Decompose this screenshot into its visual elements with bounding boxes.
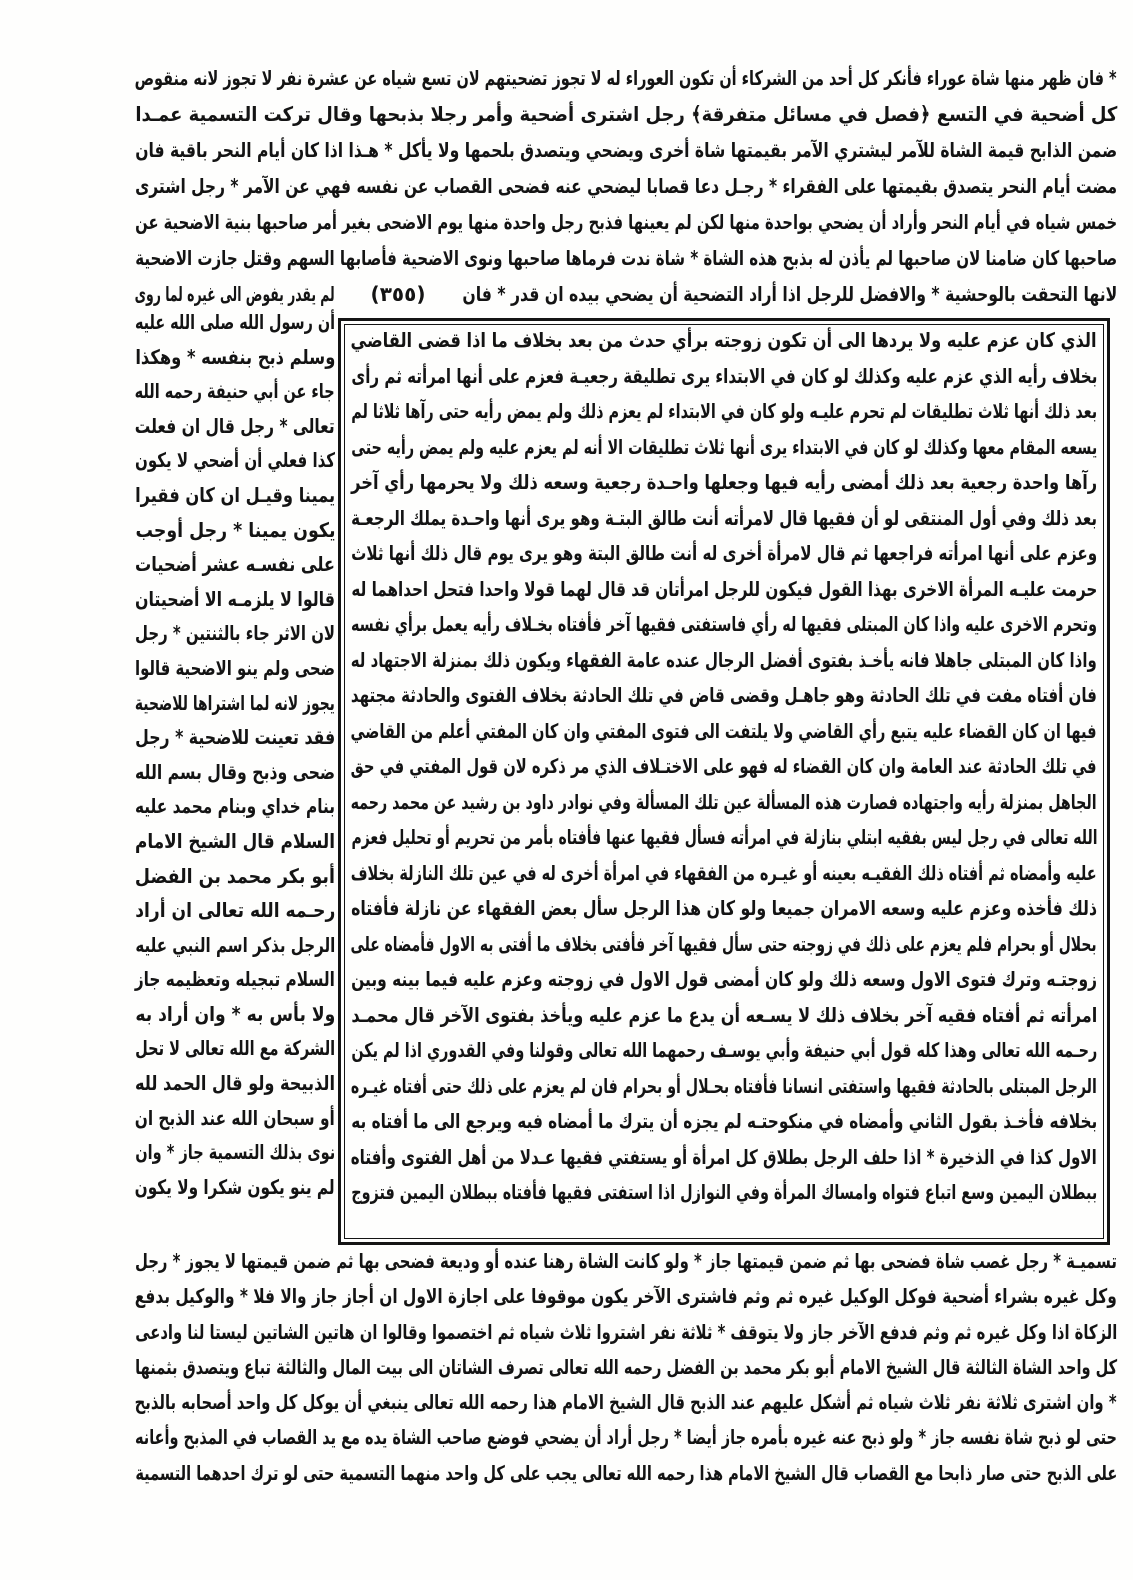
top-text-line-content: لانها التحقت بالوحشية * والافضل للرجل اذا أراد التضحية أن يضحي بيده ان قدر * فان	[462, 282, 1117, 306]
main-text-line-content: يسعه المقام معها وكذلك لو كان في الابتداء يرى أنها ثلاث تطليقات الا أنه لم يعزم عليه ولم يمض رأيه حتى	[351, 434, 1097, 459]
main-text-line-content: بخلافه فأخـذ بقول الثاني وأمضاه في منكوحتـه لم يجزه أن يترك ما أمضاه فيه ويرجع الى ما أفتاه به	[351, 1109, 1097, 1133]
main-text-line-content: زوجتـه وترك فتوى الاول وسعه ذلك ولو كان أمضى قول الاول في زوجته وعزم عليه فيما بينه وبين	[351, 967, 1097, 991]
page-number: (٣٥٥)	[370, 282, 426, 306]
main-text-line-content: واذا كان المبتلى جاهلا فانه يأخـذ بفتوى أفضل الرجال عنده عامة الفقهاء ويكون ذلك بمنزلة الاجتهاد له	[351, 647, 1097, 672]
margin-text-line-content: لم ينو يكون شكرا ولا يكون	[135, 1174, 335, 1199]
bottom-text-block	[135, 1244, 1117, 1491]
margin-text-line-content: يمينا وقيـل ان كان فقيرا	[135, 482, 335, 507]
main-text-line	[351, 1175, 1097, 1211]
main-text-line	[351, 820, 1097, 856]
main-text-line-content: بعد ذلك وفي أول المنتقى لو أن فقيها قال لامرأته أنت طالق البتـة وهو يرى أنها واحـدة يملك الرجعـة	[351, 505, 1097, 530]
top-text-last-line	[462, 276, 1117, 312]
main-text-line-content: فيها ان كان القضاء عليه يتبع رأي القاضي ولا يلتفت الى فتوى المفتي وان كان المفتي أعلم من القاضي	[351, 718, 1097, 743]
margin-text-line-content: لان الاثر جاء بالثنتين * رجل	[135, 621, 335, 646]
margin-text-line-content: لم يقدر يفوض الى غيره لما روى	[135, 282, 335, 306]
main-text-line	[351, 785, 1097, 821]
main-text-frame	[338, 318, 1110, 1245]
margin-text-line-content: أو سبحان الله عند الذبح ان	[135, 1105, 335, 1130]
top-text-line-content: * فان ظهر منها شاة عوراء فأنكر كل أحد من الشركاء أن تكون العوراء له لا تجوز تضحيتهم لان تسع شياه عن عشرة نفر لا تجوز لانه منقوص	[135, 66, 1117, 90]
top-text-line-content: خمس شياه في أيام النحر وأراد أن يضحي بواحدة منها لكن لم يعينها فذبح رجل واحدة منها يوم الاضحى بغير أمر صاحبها بنية الاضحية عن	[135, 210, 1117, 234]
bottom-text-line-content: كل واحد الشاة الثالثة قال الشيخ الامام أبو بكر محمد بن الفضل رحمه الله تعالى تصرف الشاتان الى بيت المال والثالثة تباع ويتصدق بثمنها	[135, 1354, 1117, 1379]
main-text-line-content: الذي كان عزم عليه ولا يردها الى أن تكون زوجته برأي حدث من بعد بخلاف ما اذا قضى القاضي	[351, 328, 1097, 352]
bottom-text-line-content: على الذبح حتى صار ذابحا مع القصاب قال الشيخ الامام هذا رحمه الله تعالى يجب على كل واحد منهما التسمية حتى لو ترك احدهما التسمية	[134, 1460, 1117, 1485]
main-text-line	[351, 465, 1097, 501]
main-text-line-content: رحـمه الله تعالى وهذا كله قول أبي حنيفة وأبي يوسـف رحمهما الله تعالى وقولنا وفي القدوري اذا لم يكن	[351, 1038, 1097, 1062]
main-text-body	[351, 323, 1097, 1211]
bottom-text-line-content: * وان اشترى ثلاثة نفر ثلاث شياه ثم أشكل عليهم عند الذبح قال الشيخ الامام هذا رحمه الله تعالى ينبغي أن يوكل كل واحد أصحابه بالذبح	[135, 1390, 1117, 1415]
margin-text-line-content: ضحى وذبح وقال بسم الله	[135, 759, 335, 784]
bottom-text-line-content: الزكاة اذا وكل غيره ثم وثم فدفع الآخر جاز ولا يتوقف * ثلاثة نفر اشتروا ثلاث شياه ثم اختصموا وقالوا ان هاتين الشاتين ليستا لنا وادعى	[135, 1319, 1117, 1344]
main-text-line-content: وتحرم الاخرى عليه واذا كان المبتلى فقيها له رأي فاستفتى فقيها آخر فأفتاه بخـلاف رأيه يعمل برأي نفسه	[351, 612, 1097, 636]
main-text-line	[351, 678, 1097, 714]
main-text-line-content: عليه وأمضاه ثم أفتاه ذلك الفقيـه بعينه أو غيـره من الفقهاء في امرأة أخرى له في عين تلك النازلة بخلاف	[351, 860, 1097, 885]
margin-text-line-content: رحـمه الله تعالى ان أراد	[135, 898, 335, 923]
main-text-line-content: ذلك فأخذه وعزم عليه وسعه الامران جميعا ولو كان هذا الرجل سأل بعض الفقهاء عن نازلة فأفتاه	[351, 896, 1097, 920]
top-text-line-content: مضت أيام النحر يتصدق بقيمتها على الفقراء * رجـل دعا قصابا ليضحي عنه فضحى القصاب عن نفسه فهي عن الآمر * رجل اشترى	[135, 174, 1117, 198]
top-text-line	[135, 96, 1117, 132]
bottom-text-line-content: وكل غيره بشراء أضحية فوكل الوكيل غيره ثم وثم فاشترى الآخر يكون موقوفا على اجازة الاول ان أجاز جاز والا فلا * والوكيل بدفع	[135, 1284, 1117, 1309]
main-text-line-content: ببطلان اليمين وسع اتباع فتواه وامساك المرأة وفي النوازل اذا استفتى فقيها فأفتاه ببطلان اليمين فتزوج	[351, 1180, 1097, 1204]
main-text-line-content: رآها واحدة رجعية بعد ذلك أمضى رأيه فيها وجعلها واحـدة رجعية وسعه ذلك ولا يحرمها رأي آخر	[351, 470, 1097, 494]
top-text-block	[135, 60, 1117, 276]
margin-text-line-content: ضحى ولم ينو الاضحية قالوا	[135, 655, 335, 680]
margin-text-line-content: أبو بكر محمد بن الفضل	[135, 863, 335, 888]
main-text-line	[351, 856, 1097, 892]
main-text-line	[351, 394, 1097, 430]
margin-text-line-content: جاء عن أبي حنيفة رحمه الله	[135, 379, 335, 404]
margin-text-line-content: ولا بأس به * وان أراد به	[135, 1001, 335, 1026]
top-text-line	[135, 168, 1117, 204]
top-text-line-start: كل أضحية في التسع	[936, 102, 1117, 126]
top-text-line-content	[135, 96, 1117, 132]
main-text-line	[351, 891, 1097, 927]
main-text-line	[351, 1140, 1097, 1176]
margin-text-line-content: بنام خداي وبنام محمد عليه	[135, 794, 335, 819]
main-text-line	[351, 323, 1097, 359]
main-text-line-content: امرأته ثم أفتاه فقيه آخر بخلاف ذلك لا يسـعه أن يدع ما عزم عليه ويأخذ بفتوى الآخر قال محمـد	[351, 1002, 1097, 1027]
bottom-text-line	[135, 1279, 1117, 1314]
margin-text-line-content: يجوز لانه لما اشتراها للاضحية	[135, 690, 335, 715]
main-text-line	[351, 359, 1097, 395]
margin-text-line-content: يكون يمينا * رجل أوجب	[135, 517, 335, 542]
margin-text-line-content: تعالى * رجل قال ان فعلت	[135, 413, 335, 438]
top-text-line	[135, 240, 1117, 276]
main-text-line	[351, 572, 1097, 608]
main-text-line	[351, 430, 1097, 466]
section-heading: ﴿فصل في مسائل متفرقة﴾	[690, 102, 931, 126]
bottom-text-line	[135, 1244, 1117, 1279]
main-text-line	[351, 714, 1097, 750]
top-text-line-end: رجل اشترى أضحية وأمر رجلا بذبحها وقال تركت التسمية عمـدا	[135, 102, 685, 126]
main-text-line	[351, 501, 1097, 537]
bottom-text-line	[135, 1456, 1117, 1491]
top-text-line	[135, 60, 1117, 96]
main-text-line-content: بخلاف رأيه الذي عزم عليه وكذلك لو كان في الابتداء يرى تطليقة رجعيـة فعزم على أنها امرأته ثم رأى	[351, 363, 1097, 388]
main-text-line-content: الله تعالى في رجل ليس بفقيه ابتلي بنازلة في امرأته فسأل فقيها عنها فأفتاه بأمر من تحريم أو تحليل فعزم	[351, 825, 1097, 849]
main-text-line	[351, 998, 1097, 1034]
main-text-line-content: فان أفتاه مفت في تلك الحادثة وهو جاهـل وقضى قاض في تلك الحادثة بخلاف الفتوى والحادثة مجتهد	[351, 683, 1097, 707]
top-text-line-content: صاحبها كان ضامنا لان صاحبها لم يأذن له بذبح هذه الشاة * شاة ندت فرماها صاحبها ونوى الاضحية فأصابها السهم وقتل جازت الاضحية	[135, 246, 1117, 270]
main-text-line	[351, 927, 1097, 963]
margin-text-line-content: كذا فعلي أن أضحي لا يكون	[135, 448, 335, 473]
bottom-text-line	[135, 1420, 1117, 1455]
margin-text-line-content: فقد تعينت للاضحية * رجل	[135, 725, 335, 750]
margin-text-line-content: الذبيحة ولو قال الحمد لله	[135, 1071, 335, 1096]
bottom-text-line	[135, 1385, 1117, 1420]
main-text-line-content: في تلك الحادثة عند العامة وان كان القضاء له فهو على الاختـلاف الذي مر ذكره لان قول المفتي في حق	[351, 754, 1097, 778]
main-text-line	[351, 607, 1097, 643]
main-text-line	[351, 962, 1097, 998]
bottom-text-line	[135, 1315, 1117, 1350]
main-text-line	[351, 536, 1097, 572]
margin-text-line-content: السلام تبجيله وتعظيمه جاز	[135, 967, 335, 992]
main-text-line	[351, 1033, 1097, 1069]
margin-text-line-content: الشركة مع الله تعالى لا تحل	[135, 1036, 335, 1061]
bottom-text-line-content: حتى لو ذبح شاة نفسه جاز * ولو ذبح عنه غيره بأمره جاز أيضا * رجل أراد أن يضحي فوضع صاحب الشاة يده مع يد القصاب في المذبح وأعانه	[135, 1425, 1117, 1450]
top-text-line	[135, 204, 1117, 240]
bottom-text-line-content: تسميـة * رجل غصب شاة فضحى بها ثم ضمن قيمتها جاز * ولو كانت الشاة رهنا عنده أو وديعة فضحى بها ثم ضمن قيمتها لا يجوز * رجل	[135, 1249, 1117, 1273]
main-text-line-content: بعد ذلك أنها ثلاث تطليقات لم تحرم عليـه ولو كان في الابتداء لم يعزم ذلك ولم يمض رأيه حتى رآها ثلاثا لم	[351, 399, 1097, 423]
margin-text-line-content: نوى بذلك التسمية جاز * وان	[135, 1140, 335, 1165]
main-text-line	[351, 1069, 1097, 1105]
main-text-line-content: وعزم على أنها امرأته فراجعها ثم قال لامرأة أخرى له أنت طالق البتة وهو يرى يوم قال ذلك أنها ثلاث	[351, 541, 1097, 565]
main-text-line-content: بحلال أو بحرام فلم يعزم على ذلك في زوجته حتى سأل فقيها آخر فأفتى بخلاف ما أفتى به الاول فأمضاه على	[351, 931, 1097, 956]
top-text-line	[462, 276, 1117, 312]
main-text-line-content: الرجل المبتلى بالحادثة فقيها واستفتى انسانا فأفتاه بحـلال أو بحرام فان لم يعزم على ذلك حتى أفتاه غيـره	[351, 1073, 1097, 1098]
main-text-line	[351, 643, 1097, 679]
main-text-line	[351, 1104, 1097, 1140]
margin-text-line-content: الرجل بذكر اسم النبي عليه	[135, 932, 335, 957]
margin-text-line-content: السلام قال الشيخ الامام	[135, 828, 335, 853]
top-text-line-content: ضمن الذابح قيمة الشاة للآمر ليشتري الآمر بقيمتها شاة أخرى ويضحي ويتصدق بلحمها ولا يأكل * هـذا اذا كان أيام النحر باقية فان	[135, 138, 1117, 162]
margin-text-line-content: وسلم ذبح بنفسه * وهكذا	[135, 344, 335, 369]
margin-text-line-content: أن رسول الله صلى الله عليه	[135, 310, 335, 334]
top-text-line	[135, 132, 1117, 168]
main-text-line	[351, 749, 1097, 785]
main-text-line-content: حرمت عليـه المرأة الاخرى بهذا القول فيكون للرجل امرأتان قد قال لهما قولا واحدا فتحل احداهما له	[351, 576, 1097, 601]
main-text-line-content: الاول كذا في الذخيرة * اذا حلف الرجل بطلاق كل امرأة أو يستفتي فقيها عـدلا من أهل الفتوى وأفتاه	[351, 1144, 1097, 1169]
margin-text-line-content: على نفسـه عشر أضحيات	[135, 552, 335, 577]
margin-text-line-content: قالوا لا يلزمـه الا أضحيتان	[135, 586, 335, 611]
bottom-text-line	[135, 1350, 1117, 1385]
main-text-line-content: الجاهل بمنزلة رأيه واجتهاده فصارت هذه المسألة عين تلك المسألة وفي نوادر داود بن رشيد عن محمد رحمه	[351, 789, 1097, 814]
